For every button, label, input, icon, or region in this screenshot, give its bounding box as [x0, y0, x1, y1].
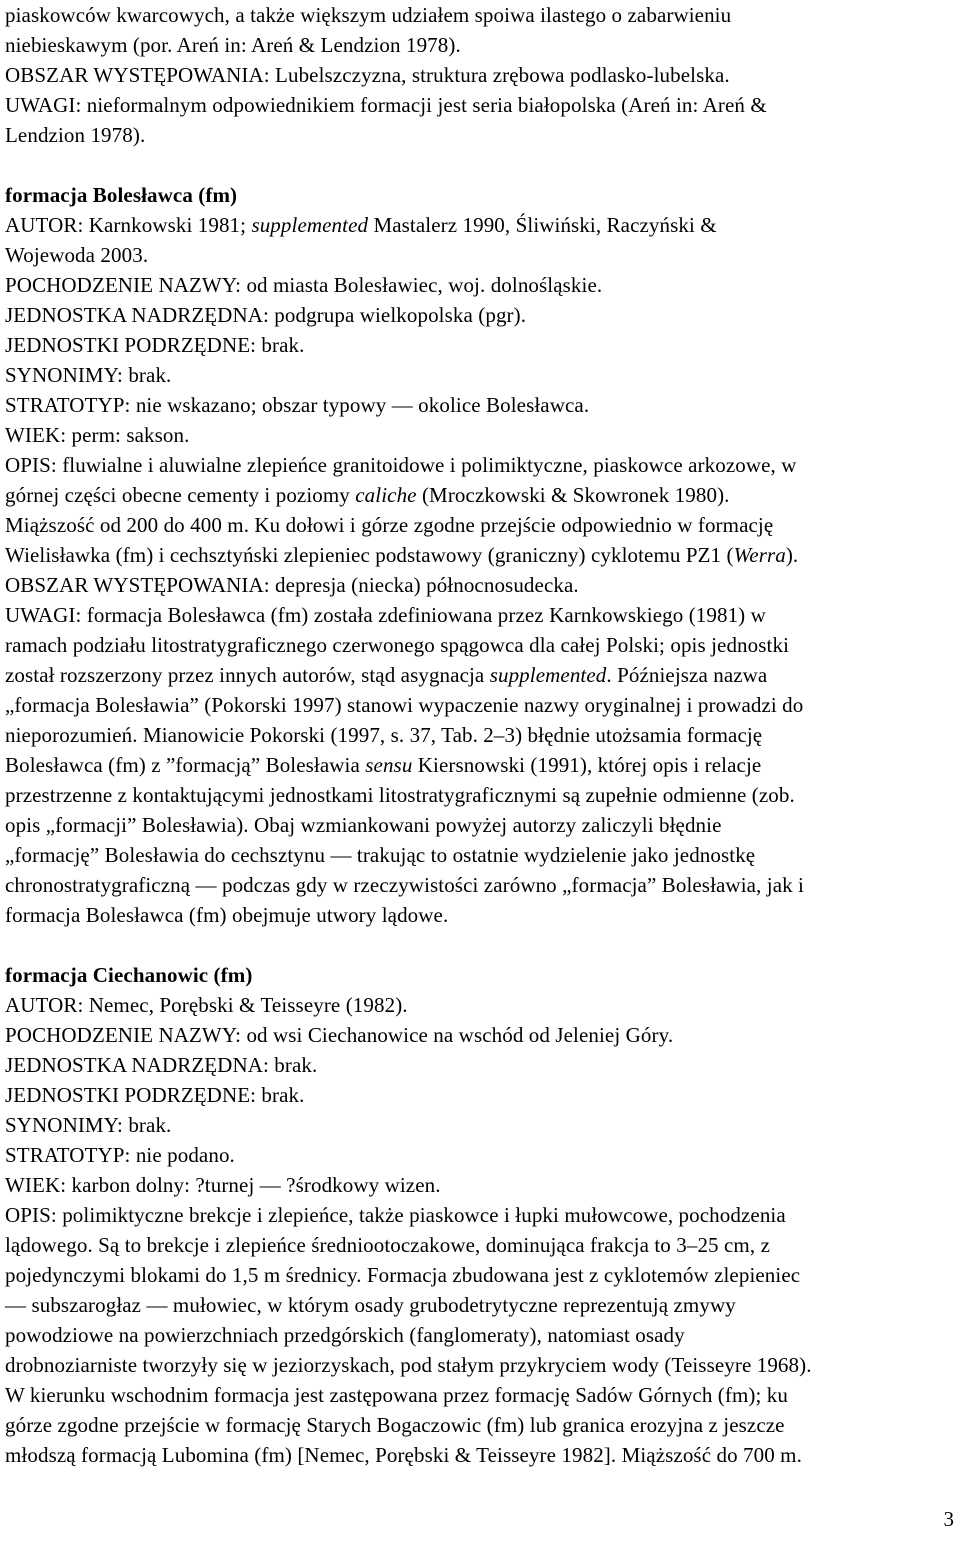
autor-line: AUTOR: Nemec, Porębski & Teisseyre (1982).	[5, 993, 408, 1017]
uwagi-line: nieporozumień. Mianowicie Pokorski (1997, s. 37, Tab. 2–3) błędnie utożsamia formację	[5, 723, 763, 747]
autor-line	[5, 210, 960, 240]
uwagi-italic: supplemented	[489, 663, 607, 687]
wiek-line: WIEK: karbon dolny: ?turnej — ?środkowy wizen.	[5, 1173, 441, 1197]
opis-text: górnej części obecne cementy i poziomy	[5, 483, 356, 507]
opis-line: lądowego. Są to brekcje i zlepieńce średniootoczakowe, dominująca frakcja to 3–25 cm, z	[5, 1233, 770, 1257]
nadrzedna-line: JEDNOSTKA NADRZĘDNA: podgrupa wielkopolska (pgr).	[5, 303, 527, 327]
opis-line: powodziowe na powierzchniach przedgórskich (fanglomeraty), natomiast osady	[5, 1323, 685, 1347]
text-line: Wojewoda 2003.	[5, 243, 149, 267]
text-line: OBSZAR WYSTĘPOWANIA: Lubelszczyzna, struktura zrębowa podlasko-lubelska.	[5, 63, 730, 87]
pochodzenie-line: POCHODZENIE NAZWY: od wsi Ciechanowice na wschód od Jeleniej Góry.	[5, 1023, 674, 1047]
uwagi-line: ramach podziału litostratygraficznego czerwonego spągowca dla całej Polski; opis jednostki	[5, 633, 789, 657]
opis-line: Miąższość od 200 do 400 m. Ku dołowi i górze zgodne przejście odpowiednio w formację	[5, 513, 774, 537]
entry-boleslawca	[5, 180, 960, 930]
spacer	[5, 150, 960, 180]
opis-line: OPIS: fluwialne i aluwialne zlepieńce granitoidowe i polimiktyczne, piaskowce arkozowe, w	[5, 453, 797, 477]
pochodzenie-line: POCHODZENIE NAZWY: od miasta Bolesławiec, woj. dolnośląskie.	[5, 273, 603, 297]
opis-text: (Mroczkowski & Skowronek 1980).	[416, 483, 730, 507]
text-line: Lendzion 1978).	[5, 123, 146, 147]
uwagi-line: chronostratygraficzną — podczas gdy w rzeczywistości zarówno „formacja” Bolesławia, jak i	[5, 873, 804, 897]
uwagi-text: Bolesławca (fm) z ”formacją” Bolesławia	[5, 753, 366, 777]
text-line: niebieskawym (por. Areń in: Areń & Lendzion 1978).	[5, 33, 461, 57]
uwagi-line	[5, 750, 960, 780]
uwagi-line: „formację” Bolesławia do cechsztynu — trakując to ostatnie wydzielenie jako jednostkę	[5, 843, 756, 867]
uwagi-italic: sensu	[365, 753, 413, 777]
opis-text: ).	[785, 543, 799, 567]
opis-text: Wielisławka (fm) i cechsztyński zlepieniec podstawowy (graniczny) cyklotemu PZ1 (	[5, 543, 734, 567]
opis-line: drobnoziarniste tworzyły się w jeziorzyskach, pod stałym przykryciem wody (Teisseyre 1968).	[5, 1353, 812, 1377]
wiek-line: WIEK: perm: sakson.	[5, 423, 190, 447]
page-number: 3	[943, 1507, 954, 1531]
autor-text: AUTOR: Karnkowski 1981;	[5, 213, 252, 237]
uwagi-line: przestrzenne z kontaktującymi jednostkami litostratygraficznymi są zupełnie odmienne (zob.	[5, 783, 795, 807]
uwagi-line: „formacja Bolesławia” (Pokorski 1997) stanowi wypaczenie nazwy oryginalnej i prowadzi do	[5, 693, 804, 717]
uwagi-line: formacja Bolesławca (fm) obejmuje utwory lądowe.	[5, 903, 449, 927]
uwagi-line	[5, 660, 960, 690]
opis-line: górze zgodne przejście w formację Starych Bogaczowic (fm) lub granica erozyjna z jeszcze	[5, 1413, 785, 1437]
nadrzedna-line: JEDNOSTKA NADRZĘDNA: brak.	[5, 1053, 318, 1077]
opis-line: OPIS: polimiktyczne brekcje i zlepieńce, także piaskowce i łupki mułowcowe, pochodzenia	[5, 1203, 786, 1227]
entry-title: formacja Ciechanowic (fm)	[5, 963, 253, 987]
opis-line: młodszą formacją Lubomina (fm) [Nemec, Porębski & Teisseyre 1982]. Miąższość do 700 m.	[5, 1443, 802, 1467]
opis-line: pojedynczymi blokami do 1,5 m średnicy. Formacja zbudowana jest z cyklotemów zlepieniec	[5, 1263, 801, 1287]
autor-italic: supplemented	[251, 213, 369, 237]
podrzedne-line: JEDNOSTKI PODRZĘDNE: brak.	[5, 333, 305, 357]
spacer	[5, 930, 960, 960]
podrzedne-line: JEDNOSTKI PODRZĘDNE: brak.	[5, 1083, 305, 1107]
document-page	[5, 0, 960, 1470]
entry-ciechanowic	[5, 960, 960, 1470]
synonimy-line: SYNONIMY: brak.	[5, 1113, 172, 1137]
stratotyp-line: STRATOTYP: nie wskazano; obszar typowy — okolice Bolesławca.	[5, 393, 590, 417]
opis-line	[5, 480, 960, 510]
uwagi-text: . Późniejsza nazwa	[606, 663, 768, 687]
uwagi-text: Kiersnowski (1991), której opis i relacje	[412, 753, 762, 777]
autor-text: Mastalerz 1990, Śliwiński, Raczyński &	[368, 213, 717, 237]
text-line: UWAGI: nieformalnym odpowiednikiem formacji jest seria białopolska (Areń in: Areń &	[5, 93, 767, 117]
opis-italic: Werra	[733, 543, 786, 567]
synonimy-line: SYNONIMY: brak.	[5, 363, 172, 387]
entry-title: formacja Bolesławca (fm)	[5, 183, 238, 207]
opis-line	[5, 540, 960, 570]
opis-line: W kierunku wschodnim formacja jest zastępowana przez formację Sadów Górnych (fm); ku	[5, 1383, 788, 1407]
uwagi-text: został rozszerzony przez innych autorów, stąd asygnacja	[5, 663, 490, 687]
text-line: piaskowców kwarcowych, a także większym udziałem spoiwa ilastego o zabarwieniu	[5, 3, 732, 27]
uwagi-line: opis „formacji” Bolesławia). Obaj wzmiankowani powyżej autorzy zaliczyli błędnie	[5, 813, 722, 837]
opis-line: — subszarogłaz — mułowiec, w którym osady grubodetrytyczne reprezentują zmywy	[5, 1293, 736, 1317]
uwagi-line: UWAGI: formacja Bolesławca (fm) została zdefiniowana przez Karnkowskiego (1981) w	[5, 603, 766, 627]
obszar-line: OBSZAR WYSTĘPOWANIA: depresja (niecka) północnosudecka.	[5, 573, 579, 597]
opis-italic: caliche	[355, 483, 417, 507]
stratotyp-line: STRATOTYP: nie podano.	[5, 1143, 235, 1167]
